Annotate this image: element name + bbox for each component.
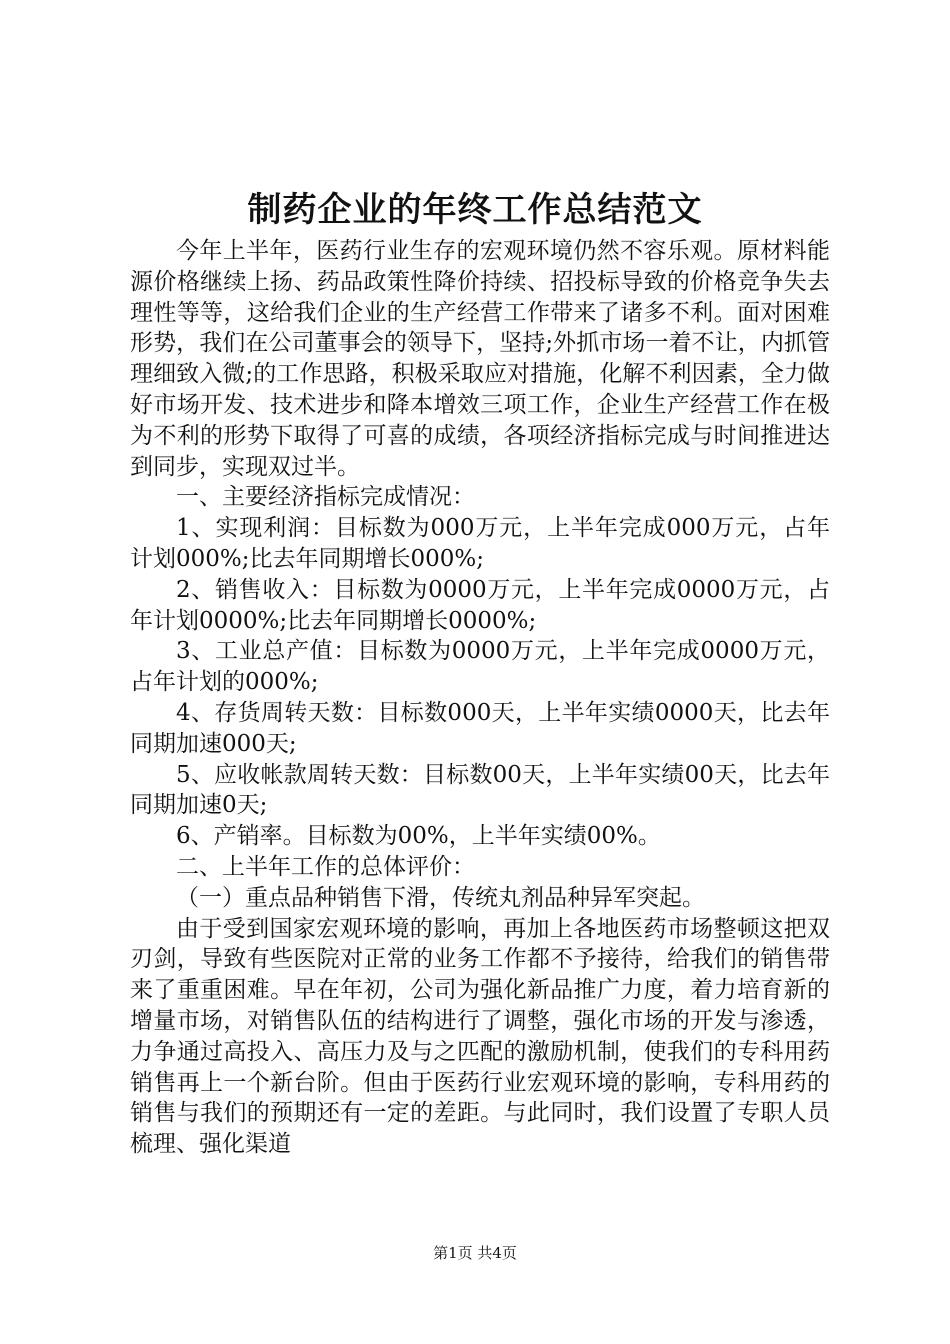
list-item-profit: 1、实现利润：目标数为000万元，上半年完成000万元，占年计划000%;比去年同期增长000%; bbox=[130, 515, 830, 572]
document-body bbox=[130, 236, 830, 1160]
paragraph-intro: 今年上半年，医药行业生存的宏观环境仍然不容乐观。原材料能源价格继续上扬、药品政策性降价持续、招投标导致的价格竞争失去理性等等，这给我们企业的生产经营工作带来了诸多不利。面对困难形势，我们在公司董事会的领导下，坚持;外抓市场一着不让，内抓管理细致入微;的工作思路，积极采取应对措施，化解不利因素，全力做好市场开发、技术进步和降本增效三项工作，企业生产经营工作在极为不利的形势下取得了可喜的成绩，各项经济指标完成与时间推进达到同步，实现双过半。 bbox=[130, 238, 830, 480]
section-heading-2: 二、上半年工作的总体评价： bbox=[176, 853, 475, 880]
list-item-sales-rate: 6、产销率。目标数为00%，上半年实绩00%。 bbox=[176, 823, 661, 850]
document-title: 制药企业的年终工作总结范文 bbox=[247, 190, 703, 230]
list-item-output: 3、工业总产值：目标数为0000万元，上半年完成0000万元，占年计划的000%; bbox=[130, 638, 830, 696]
page-footer: 第1页 共4页 bbox=[433, 1244, 517, 1262]
subsection-heading-1: （一）重点品种销售下滑，传统丸剂品种异军突起。 bbox=[176, 884, 705, 911]
section-heading-1: 一、主要经济指标完成情况： bbox=[176, 484, 475, 511]
paragraph-sales: 由于受到国家宏观环境的影响，再加上各地医药市场整顿这把双刃剑，导致有些医院对正常的业务工作都不予接待，给我们的销售带来了重重困难。早在年初，公司为强化新品推广力度，着力培育新的增量市场，对销售队伍的结构进行了调整，强化市场的开发与渗透，力争通过高投入、高压力及与之匹配的激励机制，使我们的专科用药销售再上一个新台阶。但由于医药行业宏观环境的影响，专科用药的销售与我们的预期还有一定的差距。与此同时，我们设置了专职人员梳理、强化渠道 bbox=[130, 915, 830, 1158]
list-item-receivables: 5、应收帐款周转天数：目标数00天，上半年实绩00天，比去年同期加速0天; bbox=[130, 761, 830, 819]
list-item-sales: 2、销售收入：目标数为0000万元，上半年完成0000万元，占年计划0000%;比去年同期增长0000%; bbox=[130, 576, 830, 634]
list-item-inventory: 4、存货周转天数：目标数000天，上半年实绩0000天，比去年同期加速000天; bbox=[130, 699, 830, 757]
